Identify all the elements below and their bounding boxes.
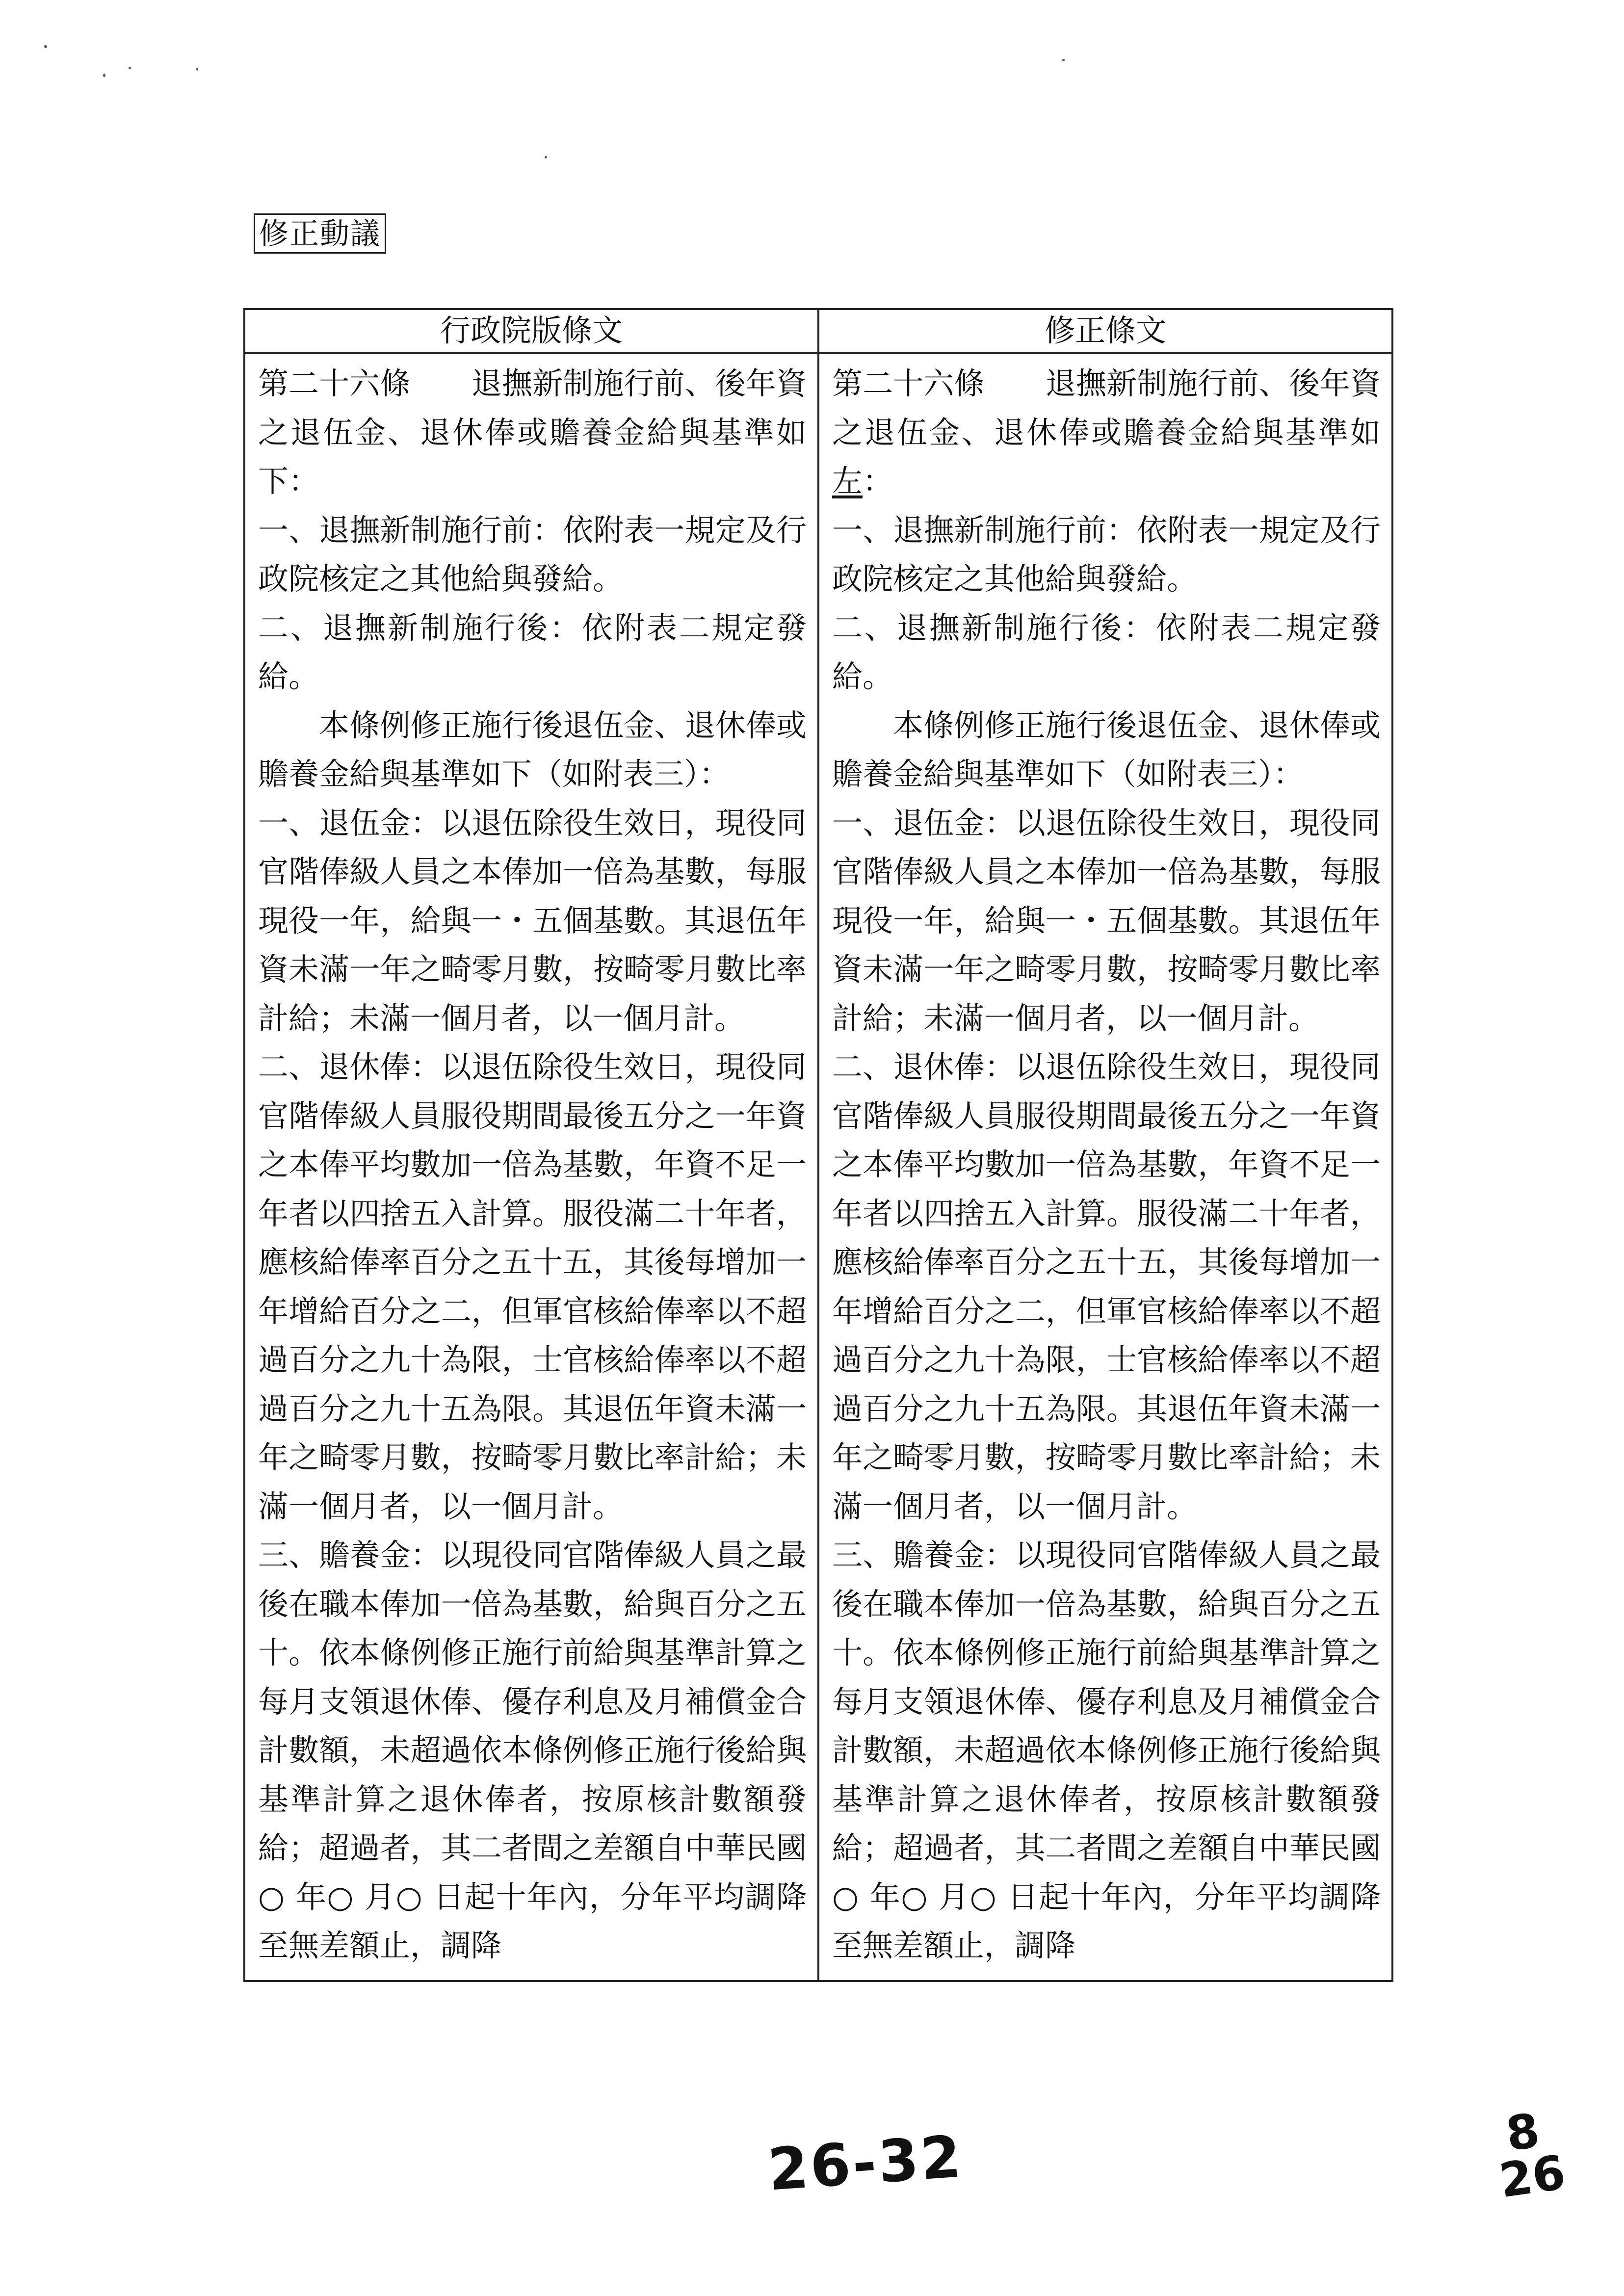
handwritten-corner-top: 8 [1502,2103,1543,2162]
handwritten-corner-mark [1491,2103,1569,2209]
article-paragraph: 三、贍養金：以現役同官階俸級人員之最後在職本俸加一倍為基數，給與百分之五十。依本條例修正施行前給與基準計算之每月支領退休俸、優存利息及月補償金合計數額，未超過依本條例修正施行後給與基準計算之退休俸者，按原核計數額發給；超過者，其二者間之差額自中華民國○ 年○ 月○ 日起十年內，分年平均調降至無差額止，調降 [258,1537,807,1963]
motion-label: 修正動議 [254,213,386,254]
article-paragraph: 二、退休俸：以退伍除役生效日，現役同官階俸級人員服役期間最後五分之一年資之本俸平均數加一倍為基數，年資不足一年者以四捨五入計算。服役滿二十年者，應核給俸率百分之五十五，其後每增加一年增給百分之二，但軍官核給俸率以不超過百分之九十為限，士官核給俸率以不超過百分之九十五為限。其退伍年資未滿一年之畸零月數，按畸零月數比率計給；未滿一個月者，以一個月計。 [258,1049,807,1524]
header-amended-version: 修正條文 [818,309,1392,353]
handwritten-corner-bottom: 26 [1496,2144,1569,2209]
comparison-table [243,308,1393,1982]
table-header-row [244,309,1392,353]
table-body-row [244,353,1392,1981]
article-heading-text: 第二十六條 退撫新制施行前、後年資之退伍金、退休俸或贍養金給與基準如 [832,365,1381,450]
amended-version-text [818,353,1392,1981]
article-heading-punct: ： [863,463,893,499]
article-paragraph: 本條例修正施行後退伍金、退休俸或贍養金給與基準如下（如附表三）： [832,707,1381,792]
amended-word: 左 [832,463,863,499]
article-paragraph: 第二十六條 退撫新制施行前、後年資之退伍金、退休俸或贍養金給與基準如下： [258,365,807,499]
article-paragraph: 三、贍養金：以現役同官階俸級人員之最後在職本俸加一倍為基數，給與百分之五十。依本條例修正施行前給與基準計算之每月支領退休俸、優存利息及月補償金合計數額，未超過依本條例修正施行後給與基準計算之退休俸者，按原核計數額發給；超過者，其二者間之差額自中華民國○ 年○ 月○ 日起十年內，分年平均調降至無差額止，調降 [832,1537,1381,1963]
article-paragraph: 二、退撫新制施行後：依附表二規定發給。 [258,609,807,694]
executive-version-text [244,353,818,1981]
article-paragraph: 一、退撫新制施行前：依附表一規定及行政院核定之其他給與發給。 [832,512,1381,597]
article-paragraph: 一、退伍金：以退伍除役生效日，現役同官階俸級人員之本俸加一倍為基數，每服現役一年，給與一・五個基數。其退伍年資未滿一年之畸零月數，按畸零月數比率計給；未滿一個月者，以一個月計。 [832,805,1381,1036]
handwritten-page-number: 26-32 [765,2122,965,2204]
article-paragraph: 二、退休俸：以退伍除役生效日，現役同官階俸級人員服役期間最後五分之一年資之本俸平均數加一倍為基數，年資不足一年者以四捨五入計算。服役滿二十年者，應核給俸率百分之五十五，其後每增加一年增給百分之二，但軍官核給俸率以不超過百分之九十為限，士官核給俸率以不超過百分之九十五為限。其退伍年資未滿一年之畸零月數，按畸零月數比率計給；未滿一個月者，以一個月計。 [832,1049,1381,1524]
article-paragraph: 一、退撫新制施行前：依附表一規定及行政院核定之其他給與發給。 [258,512,807,597]
header-executive-version: 行政院版條文 [244,309,818,353]
article-paragraph [832,359,1381,506]
article-paragraph: 二、退撫新制施行後：依附表二規定發給。 [832,609,1381,694]
article-paragraph: 一、退伍金：以退伍除役生效日，現役同官階俸級人員之本俸加一倍為基數，每服現役一年，給與一・五個基數。其退伍年資未滿一年之畸零月數，按畸零月數比率計給；未滿一個月者，以一個月計。 [258,805,807,1036]
article-paragraph: 本條例修正施行後退伍金、退休俸或贍養金給與基準如下（如附表三）： [258,707,807,792]
